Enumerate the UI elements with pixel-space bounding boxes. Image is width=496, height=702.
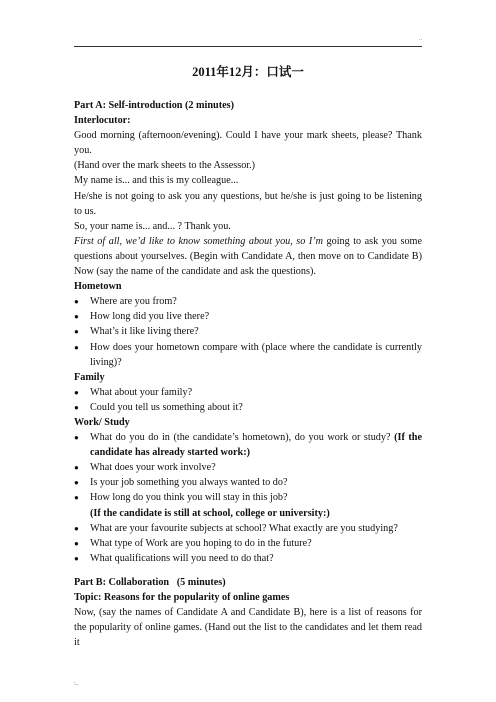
list-item: ● What’s it like living there?	[74, 324, 422, 339]
school-note: (If the candidate is still at school, college or university:)	[90, 507, 330, 519]
family-list	[74, 385, 422, 415]
part-b-topic: Topic: Reasons for the popularity of online games	[74, 592, 290, 603]
school-list	[74, 521, 422, 566]
work-list	[74, 430, 422, 505]
page-title: 2011年12月：口试一	[192, 65, 304, 79]
footer-corner-mark: :..	[74, 681, 79, 687]
list-item: ● What qualifications will you need to do that?	[74, 551, 422, 566]
part-a-line: So, your name is... and... ? Thank you.	[74, 220, 231, 232]
interlocutor-label: Interlocutor:	[74, 115, 131, 127]
list-item	[74, 430, 422, 460]
section-gap	[74, 566, 422, 575]
instruction-rest: going to ask you some questions about yourselves. (Begin with Candidate A, then move on to Candidate B) Now (say the name of the candidate and ask the questions).	[74, 235, 423, 278]
list-item: ● What does your work involve?	[74, 460, 422, 475]
document-body	[74, 64, 422, 650]
list-item: ● How does your hometown compare with (place where the candidate is currently living)?	[74, 340, 422, 370]
list-item: ● Where are you from?	[74, 294, 422, 309]
header-corner-mark: ..	[419, 36, 422, 42]
list-item: ● How long did you live there?	[74, 309, 422, 324]
list-item: ● What about your family?	[74, 385, 422, 400]
part-a-line: My name is... and this is my colleague...	[74, 175, 239, 187]
hometown-list	[74, 294, 422, 369]
part-b-text: Now, (say the names of Candidate A and Candidate B), here is a list of reasons for the popularity of online games. (Hand out the list to the candidates and let them read it	[74, 607, 422, 649]
part-a-line: Good morning (afternoon/evening). Could I have your mark sheets, please? Thank you.	[74, 130, 422, 157]
list-item: ● Is your job something you always wanted to do?	[74, 475, 422, 490]
header-rule	[74, 46, 422, 47]
family-heading: Family	[74, 371, 105, 383]
part-a-heading: Part A: Self-introduction (2 minutes)	[74, 100, 234, 111]
list-item: ● Could you tell us something about it?	[74, 400, 422, 415]
part-a-line: (Hand over the mark sheets to the Assessor.)	[74, 160, 256, 172]
list-item: ● How long do you think you will stay in this job?	[74, 490, 422, 505]
list-item-text: What do you do in (the candidate’s hometown), do you work or study?	[90, 432, 395, 444]
part-b-heading: Part B: Collaboration (5 minutes)	[74, 576, 226, 588]
hometown-heading: Hometown	[74, 281, 122, 293]
instruction-italic: First of all, we’d like to know something about you, so I’m	[74, 235, 324, 247]
list-item: ● What type of Work are you hoping to do in the future?	[74, 536, 422, 551]
part-a-line: He/she is not going to ask you any questions, but he/she is just going to be listening to us.	[74, 190, 422, 217]
list-item: ● What are your favourite subjects at school? What exactly are you studying?	[74, 521, 422, 536]
list-item-bold-note: (If the candidate has already started work:)	[90, 432, 422, 459]
work-heading: Work/ Study	[74, 416, 130, 428]
instruction-paragraph	[74, 234, 422, 279]
